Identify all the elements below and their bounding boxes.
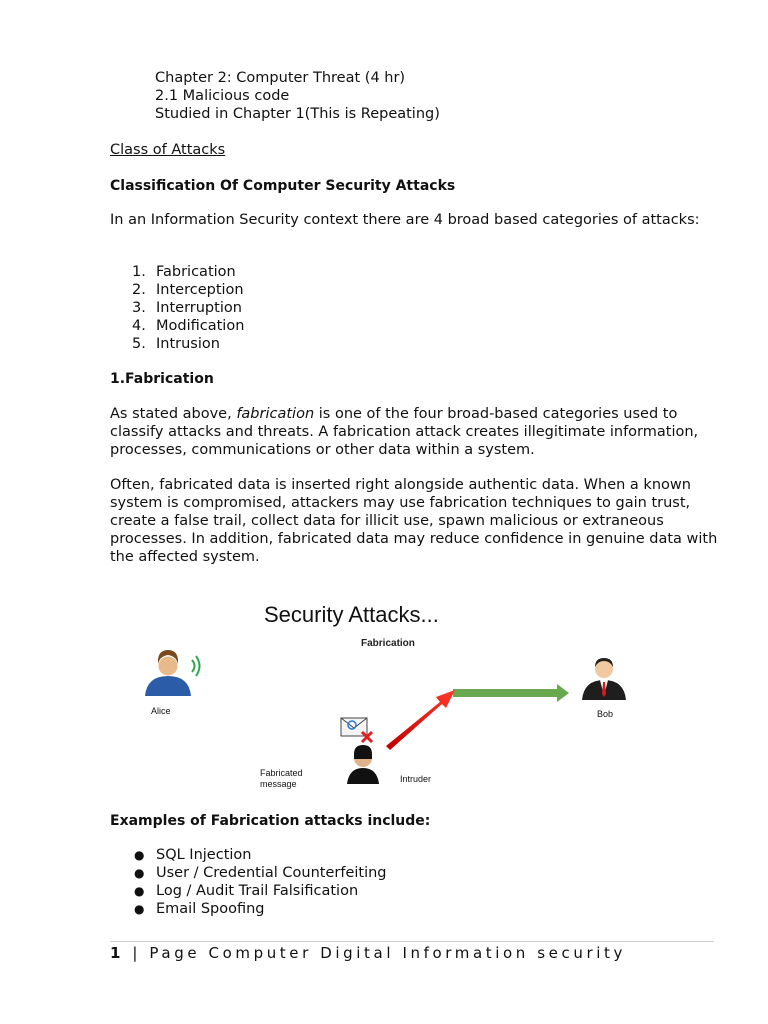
fabrication-paragraph-1 xyxy=(110,405,720,459)
fabricated-label-2: message xyxy=(260,779,297,789)
alice-person-icon xyxy=(145,650,200,696)
list-item-label: Fabrication xyxy=(156,264,236,280)
list-number: 1. xyxy=(132,264,146,280)
bullet-icon: ● xyxy=(134,866,145,880)
list-item xyxy=(110,882,387,900)
list-item xyxy=(110,335,244,353)
list-item xyxy=(110,900,387,918)
footer-text: | Page Computer Digital Information security xyxy=(124,944,626,962)
bullet-icon: ● xyxy=(134,884,145,898)
list-item xyxy=(110,864,387,882)
list-item-label: Intrusion xyxy=(156,336,220,352)
list-number: 3. xyxy=(132,300,146,316)
fabricated-label-1: Fabricated xyxy=(260,768,303,778)
list-item-label: Email Spoofing xyxy=(156,901,265,917)
bullet-icon: ● xyxy=(134,848,145,862)
list-item-label: User / Credential Counterfeiting xyxy=(156,865,387,881)
fabrication-paragraph-2: Often, fabricated data is inserted right alongside authentic data. When a known system is compromised, attackers may use fabrication techniques to gain trust, create a false trail, collect data for illicit use, spawn malicious or extraneous processes. In addition, fabricated data may reduce confidence in genuine data with the affected system. xyxy=(110,477,718,565)
examples-heading: Examples of Fabrication attacks include: xyxy=(110,813,431,829)
examples-list xyxy=(110,846,387,918)
classification-heading: Classification Of Computer Security Attacks xyxy=(110,178,456,194)
page-number: 1 xyxy=(110,944,125,962)
section-note: Studied in Chapter 1(This is Repeating) xyxy=(155,106,440,122)
list-item-label: Modification xyxy=(156,318,245,334)
fabrication-heading: 1.Fabrication xyxy=(110,371,214,387)
green-arrow xyxy=(453,684,569,702)
intruder-person-icon xyxy=(347,745,379,784)
categories-list xyxy=(110,263,244,353)
diagram-title: Security Attacks... xyxy=(264,602,439,627)
page-footer xyxy=(110,943,626,963)
chapter-title: Chapter 2: Computer Threat (4 hr) xyxy=(155,70,406,86)
bob-label: Bob xyxy=(597,709,614,719)
list-number: 2. xyxy=(132,282,146,298)
list-item-label: Log / Audit Trail Falsification xyxy=(156,883,359,899)
section-title: 2.1 Malicious code xyxy=(155,88,290,104)
footer-divider xyxy=(110,941,714,942)
red-arrow xyxy=(386,690,455,750)
list-item-label: Interception xyxy=(156,282,244,298)
list-number: 5. xyxy=(132,336,146,352)
alice-label: Alice xyxy=(151,706,171,716)
intro-paragraph: In an Information Security context there are 4 broad based categories of attacks: xyxy=(110,212,700,228)
para1-post: is one of the four broad-based categories used to classify attacks and threats. A fabrication attack creates illegitimate information, processes, communications or other data within a system. xyxy=(110,406,699,458)
intruder-label: Intruder xyxy=(400,774,432,784)
list-item xyxy=(110,281,244,299)
list-item-label: Interruption xyxy=(156,300,242,316)
list-number: 4. xyxy=(132,318,146,334)
list-item xyxy=(110,299,244,317)
list-item xyxy=(110,263,244,281)
envelope-icon xyxy=(341,718,372,742)
para1-emphasis: fabrication xyxy=(236,406,315,422)
class-of-attacks-heading: Class of Attacks xyxy=(110,142,226,158)
diagram-subtitle: Fabrication xyxy=(361,638,415,649)
para1-pre: As stated above, xyxy=(110,406,237,422)
security-attacks-diagram xyxy=(130,590,650,800)
list-item-label: SQL Injection xyxy=(156,847,252,863)
list-item xyxy=(110,317,244,335)
bob-person-icon xyxy=(582,658,626,700)
bullet-icon: ● xyxy=(134,902,145,916)
list-item xyxy=(110,846,387,864)
